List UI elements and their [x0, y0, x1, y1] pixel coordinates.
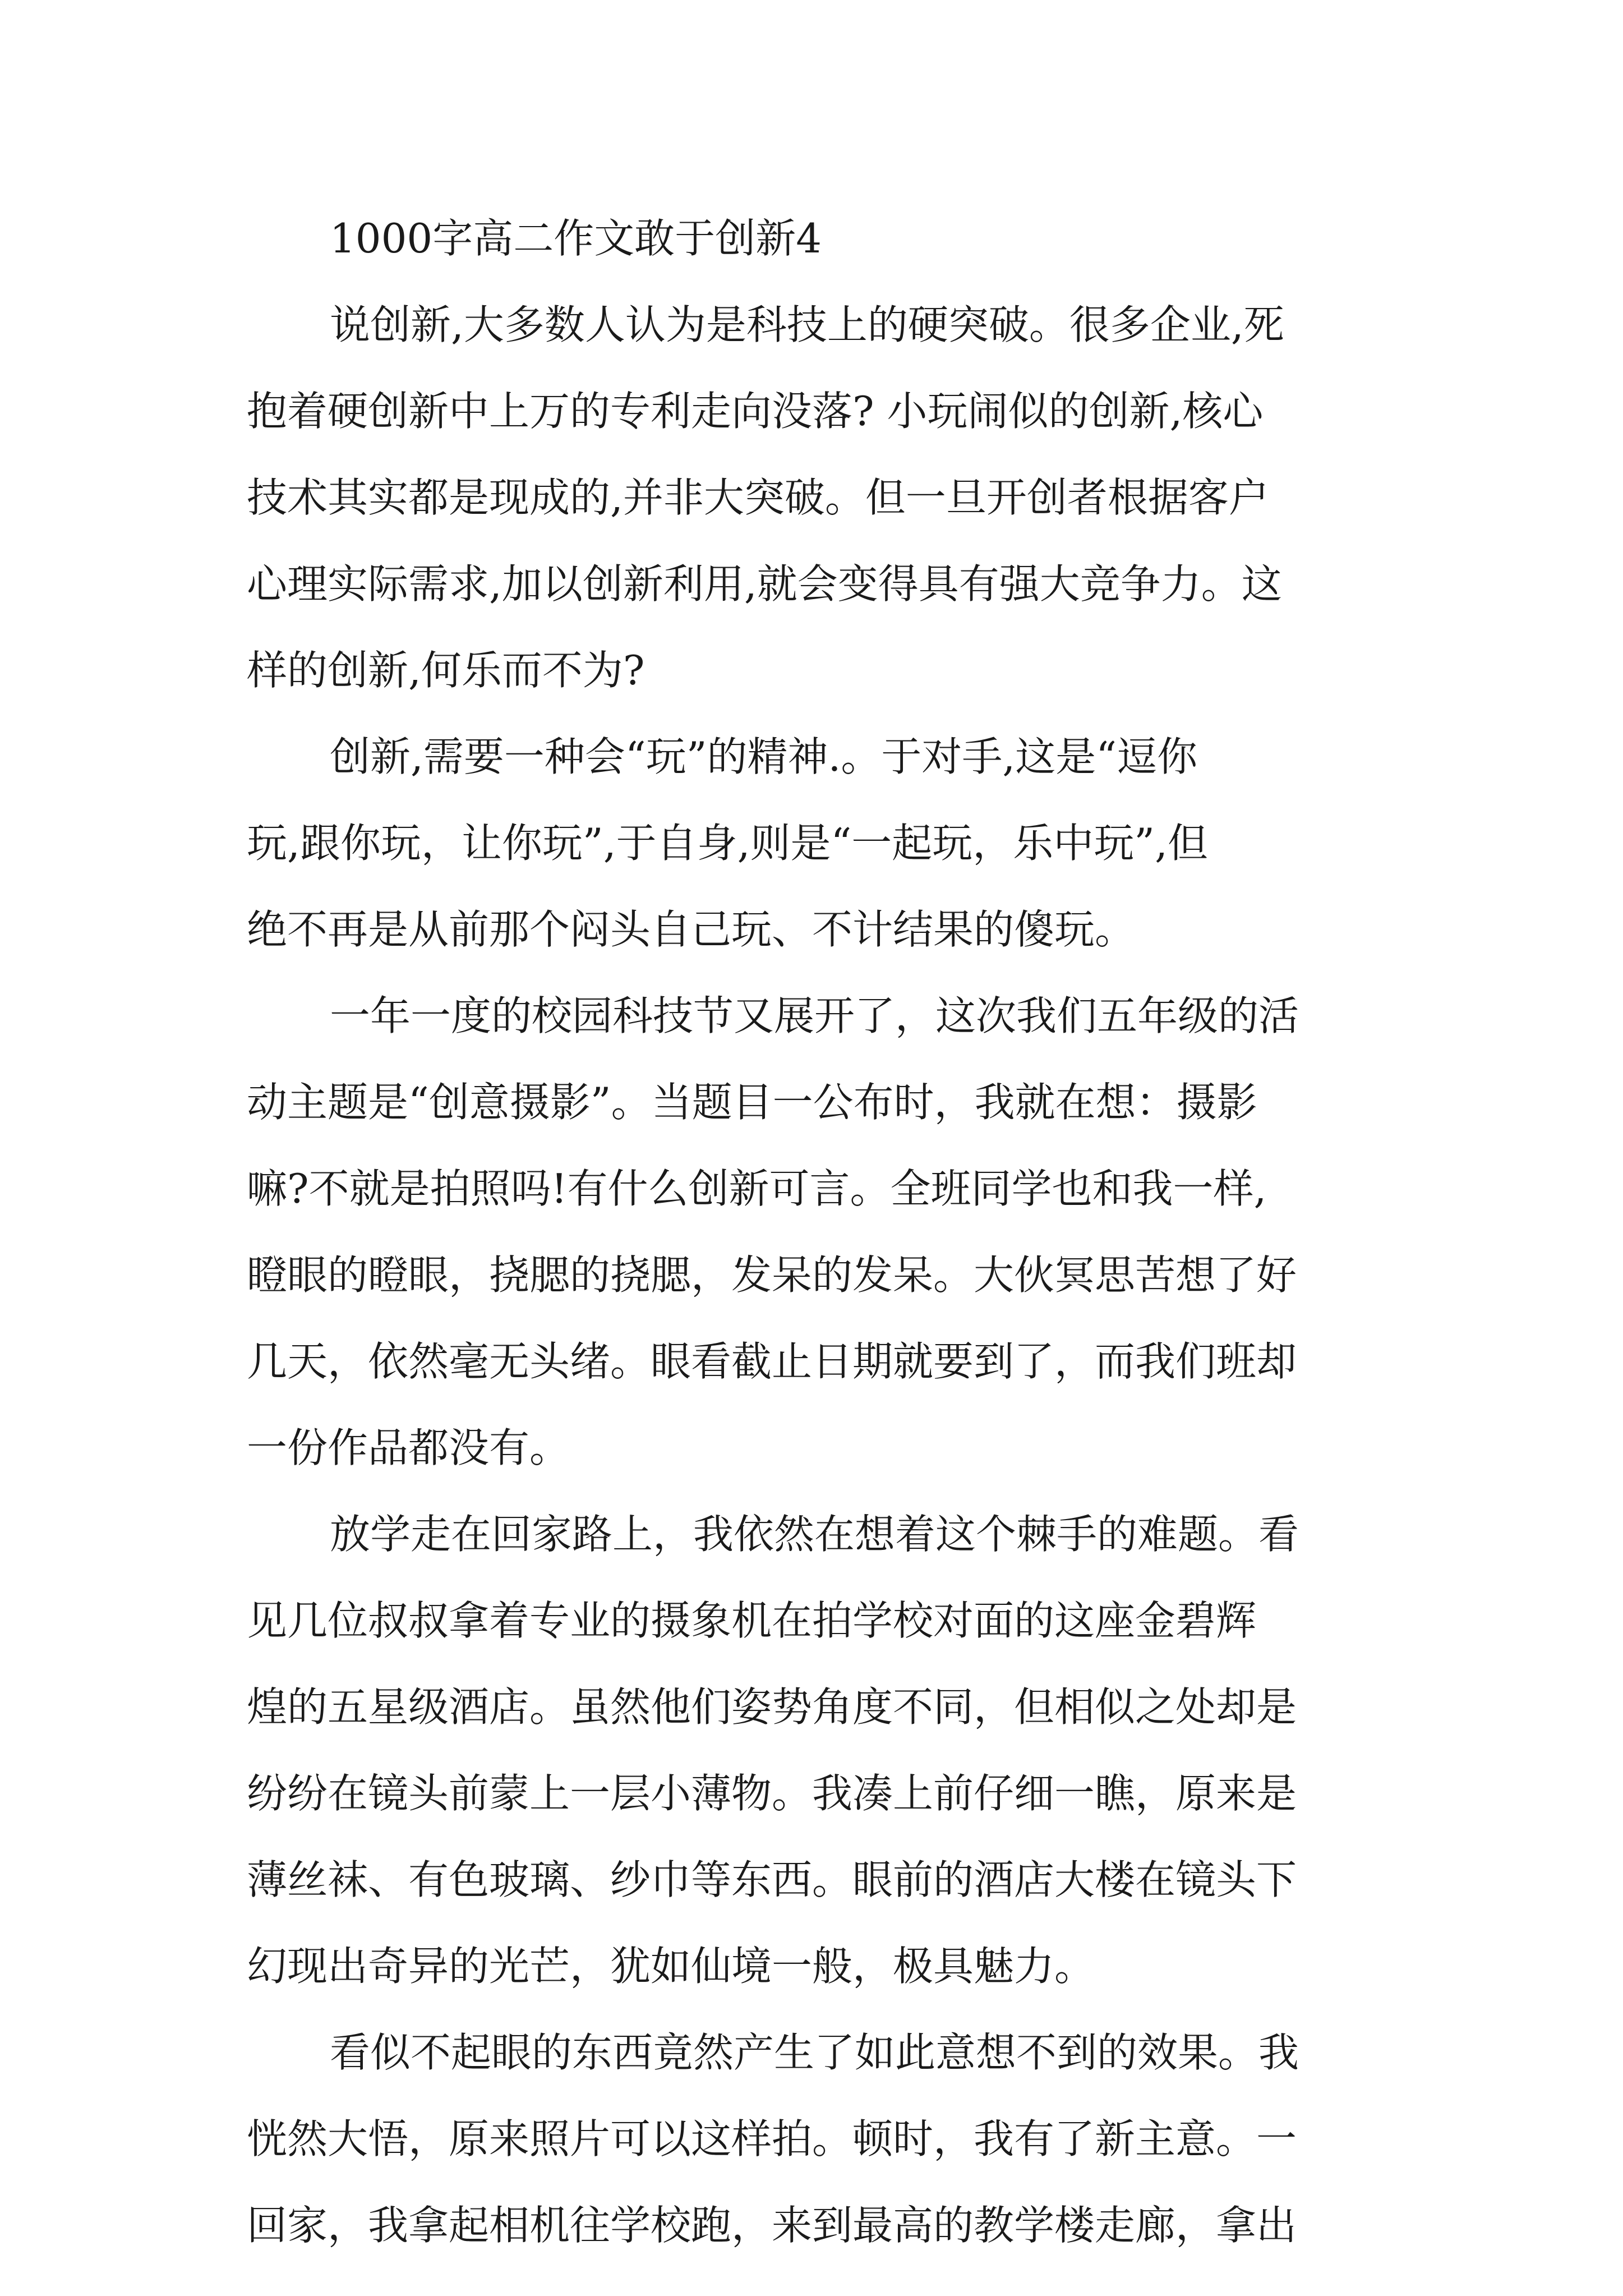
paragraph-line: 创新,需要一种会“玩”的精神.。于对手,这是“逗你	[330, 733, 1198, 780]
paragraph-line: 一年一度的校园科技节又展开了，这次我们五年级的活	[330, 992, 1299, 1039]
paragraph-line: 玩,跟你玩，让你玩”,于自身,则是“一起玩，乐中玩”,但	[247, 820, 1208, 867]
document-title: 1000字高二作文敢于创新4	[330, 215, 822, 262]
paragraph-4	[247, 1506, 1385, 1995]
paragraph-2	[247, 729, 1385, 958]
paragraph-line: 恍然大悟，原来照片可以这样拍。顿时，我有了新主意。一	[247, 2115, 1297, 2162]
paragraph-line: 心理实际需求,加以创新利用,就会变得具有强大竞争力。这	[247, 560, 1282, 608]
paragraph-line: 几天，依然毫无头绪。眼看截止日期就要到了，而我们班却	[247, 1338, 1297, 1385]
paragraph-5	[247, 2024, 1385, 2254]
paragraph-line: 幻现出奇异的光芒，犹如仙境一般，极具魅力。	[247, 1943, 1095, 1990]
paragraph-line: 绝不再是从前那个闷头自己玩、不计结果的傻玩。	[247, 906, 1136, 953]
paragraph-line: 样的创新,何乐而不为?	[247, 647, 645, 694]
paragraph-line: 看似不起眼的东西竟然产生了如此意想不到的效果。我	[330, 2029, 1299, 2076]
paragraph-line: 薄丝袜、有色玻璃、纱巾等东西。眼前的酒店大楼在镜头下	[247, 1856, 1297, 1903]
paragraph-line: 煌的五星级酒店。虽然他们姿势角度不同，但相似之处却是	[247, 1683, 1297, 1731]
paragraph-line: 一份作品都没有。	[247, 1424, 570, 1471]
paragraph-line: 技术其实都是现成的,并非大突破。但一旦开创者根据客户	[247, 474, 1269, 521]
paragraph-line: 回家，我拿起相机往学校跑，来到最高的教学楼走廊，拿出	[247, 2202, 1297, 2249]
paragraph-line: 动主题是“创意摄影”。当题目一公布时，我就在想：摄影	[247, 1079, 1257, 1126]
paragraph-line: 见几位叔叔拿着专业的摄象机在拍学校对面的这座金碧辉	[247, 1597, 1257, 1644]
paragraph-line: 放学走在回家路上，我依然在想着这个棘手的难题。看	[330, 1511, 1299, 1558]
document-body	[247, 210, 1385, 2284]
paragraph-line: 说创新,大多数人认为是科技上的硬突破。很多企业,死	[330, 301, 1284, 348]
paragraph-line: 纷纷在镜头前蒙上一层小薄物。我凑上前仔细一瞧，原来是	[247, 1770, 1297, 1817]
paragraph-line: 嘛?不就是拍照吗!有什么创新可言。全班同学也和我一样,	[247, 1165, 1267, 1212]
paragraph-line: 抱着硬创新中上万的专利走向没落? 小玩闹似的创新,核心	[247, 388, 1264, 435]
paragraph-3	[247, 988, 1385, 1476]
paragraph-1	[247, 297, 1385, 699]
paragraph-line: 瞪眼的瞪眼，挠腮的挠腮，发呆的发呆。大伙冥思苦想了好	[247, 1251, 1297, 1299]
